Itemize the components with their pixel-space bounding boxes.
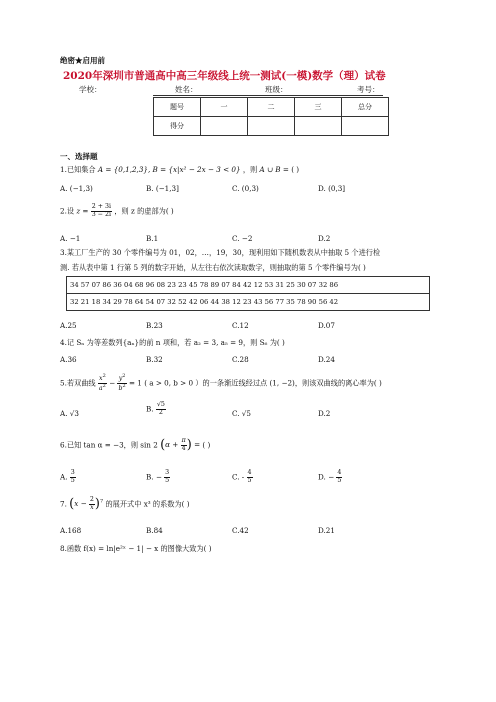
q2-fraction [91,204,112,219]
minus-sign: − [109,378,116,388]
q6-text: 6.已知 tan α = −3，则 sin 2 [60,440,158,450]
random-number-table [66,276,430,311]
q1-option-a[interactable]: A. (−1,3) [60,184,93,193]
name-label: 姓名： [175,85,198,94]
q6-option-d[interactable] [318,470,342,485]
q7-binomial: (x − $\frac{2}{x}$ )$^7$ [69,496,104,512]
q2-option-d[interactable]: D.2 [318,234,331,243]
q7-option-d[interactable]: D.21 [318,526,335,535]
q6-option-a[interactable] [60,470,76,485]
q2-numerator: 2 + 3i [91,203,112,210]
option-fraction: $\frac{3}{5}$ [165,469,170,484]
q7-option-a[interactable]: A.168 [60,526,82,535]
q1-expr: A ∪ B = [259,165,289,174]
q5-condition: ( a > 0, b > 0 ）的一条渐近线经过点 (1, −2)，则该双曲线的离心率为( ) [144,378,382,388]
q8-stem: 8.函数 f(x) = ln|e²ˣ − 1| − x 的图像大致为( ) [60,544,212,553]
q6-option-b[interactable] [146,470,170,485]
table-row [67,294,430,311]
option-fraction: $\frac{4}{5}$ [247,469,252,484]
table-cell: 32 21 18 34 29 78 64 54 07 32 52 42 06 44 38 12 23 43 56 77 35 78 90 56 42 [67,294,430,311]
exam-no-label: 考号： [357,85,380,94]
q5-fraction-y: $\frac{y^2}{b^2}$ [118,373,126,393]
q3-stem-line1: 3.某工厂生产的 30 个零件编号为 01，02，…，19，30，现利用如下随机数表从中抽取 5 个进行检 [60,248,381,257]
score-table-header-row [154,98,389,117]
score-table-score-row [154,117,389,136]
q6-expr: (α + $\frac{\pi}{4}$ ) = [160,437,203,453]
q1-stem [60,166,299,173]
q2-option-a[interactable]: A. −1 [60,234,81,243]
q3-option-c[interactable]: C.12 [232,321,249,330]
table-row [67,277,430,294]
q3-option-b[interactable]: B.23 [146,321,163,330]
q2-lead: 2.设 [60,206,75,216]
score-cell: 总分 [342,98,389,117]
q6-stem [60,438,210,453]
q6-option-c[interactable] [232,470,253,485]
q5-option-d[interactable]: D.2 [318,409,331,418]
score-cell: 三 [295,98,342,117]
score-cell: 题号 [154,98,201,117]
q2-stem [60,204,174,219]
q4-option-c[interactable]: C.28 [232,355,249,364]
q5-fraction-x: $\frac{x^2}{a^2}$ [98,373,106,393]
score-cell[interactable] [201,117,248,136]
q4-option-b[interactable]: B.32 [146,355,163,364]
q5-option-b-fraction [156,402,166,417]
score-cell[interactable] [248,117,295,136]
q2-denominator: 3 − 2i [91,210,112,218]
q2-option-b[interactable]: B.1 [146,234,159,243]
section-title: 一、选择题 [60,152,98,161]
q5-option-b-label: B. [146,404,154,414]
q1-option-b[interactable]: B. (−1,3] [146,184,179,193]
q2-tail: ，则 z 的虚部为( ) [114,206,174,216]
q1-option-c[interactable]: C. (0,3) [232,184,259,193]
class-label: 班级： [265,85,288,94]
q3-stem-line2: 测. 若从表中第 1 行第 5 列的数字开始，从左往右依次读取数字，则抽取的第 5 个零件编号为( ) [60,263,366,272]
q5-option-b[interactable] [146,402,166,417]
option-label: A. [60,472,68,482]
q4-stem: 4.记 Sₙ 为等差数列{aₙ}的前 n 项和，若 a₂ = 3, a₅ = 9，则 S₆ 为( ) [60,338,285,347]
q7-lead: 7. [60,499,67,509]
q1-sets: A = {0,1,2,3}, B = {x|x² − 2x − 3 < 0} [97,165,241,174]
q5-eq-rhs: = 1 [129,378,142,388]
q2-option-c[interactable]: C. −2 [232,234,253,243]
score-cell: 得分 [154,117,201,136]
q1-lead: 1.已知集合 [60,165,96,174]
table-cell: 34 57 07 86 36 04 68 96 08 23 23 45 78 89 07 84 42 12 53 31 25 30 07 32 86 [67,277,430,294]
option-label: C. - [232,472,245,482]
q7-stem [60,497,190,512]
header-underline [153,95,383,96]
score-cell[interactable] [342,117,389,136]
exam-title: 2020年深圳市普通高中高三年级线上统一测试(一模)数学（理）试卷 [63,70,386,82]
q6-paren: ( ) [202,440,211,450]
q2-z: z = [76,206,89,216]
school-label: 学校： [79,85,102,94]
option-fraction: $\frac{3}{5}$ [70,469,75,484]
q4-option-a[interactable]: A.36 [60,355,77,364]
score-table [153,97,389,136]
score-cell: 二 [248,98,295,117]
q1-tail: ，则 [242,165,258,174]
score-cell[interactable] [295,117,342,136]
q4-option-d[interactable]: D.24 [318,355,335,364]
q7-option-c[interactable]: C.42 [232,526,249,535]
q3-option-d[interactable]: D.07 [318,321,335,330]
q5-lead: 5.若双曲线 [60,378,96,388]
q5-stem [60,374,382,393]
q5-option-a[interactable]: A. √3 [60,409,79,418]
q1-option-d[interactable]: D. (0,3] [318,184,346,193]
q7-option-b[interactable]: B.84 [146,526,163,535]
score-cell: 一 [201,98,248,117]
q5-option-c[interactable]: C. √5 [232,409,251,418]
denominator: 2 [158,408,163,416]
option-label: B. − [146,472,162,482]
option-label: D. − [318,472,335,482]
numerator: √5 [156,401,165,408]
q7-tail: 的展开式中 x³ 的系数为( ) [105,499,190,509]
q3-option-a[interactable]: A.25 [60,321,77,330]
watermark-text: 绝密★启用前 [60,56,105,65]
q1-paren: ( ) [291,165,300,174]
option-fraction: $\frac{4}{5}$ [337,469,342,484]
